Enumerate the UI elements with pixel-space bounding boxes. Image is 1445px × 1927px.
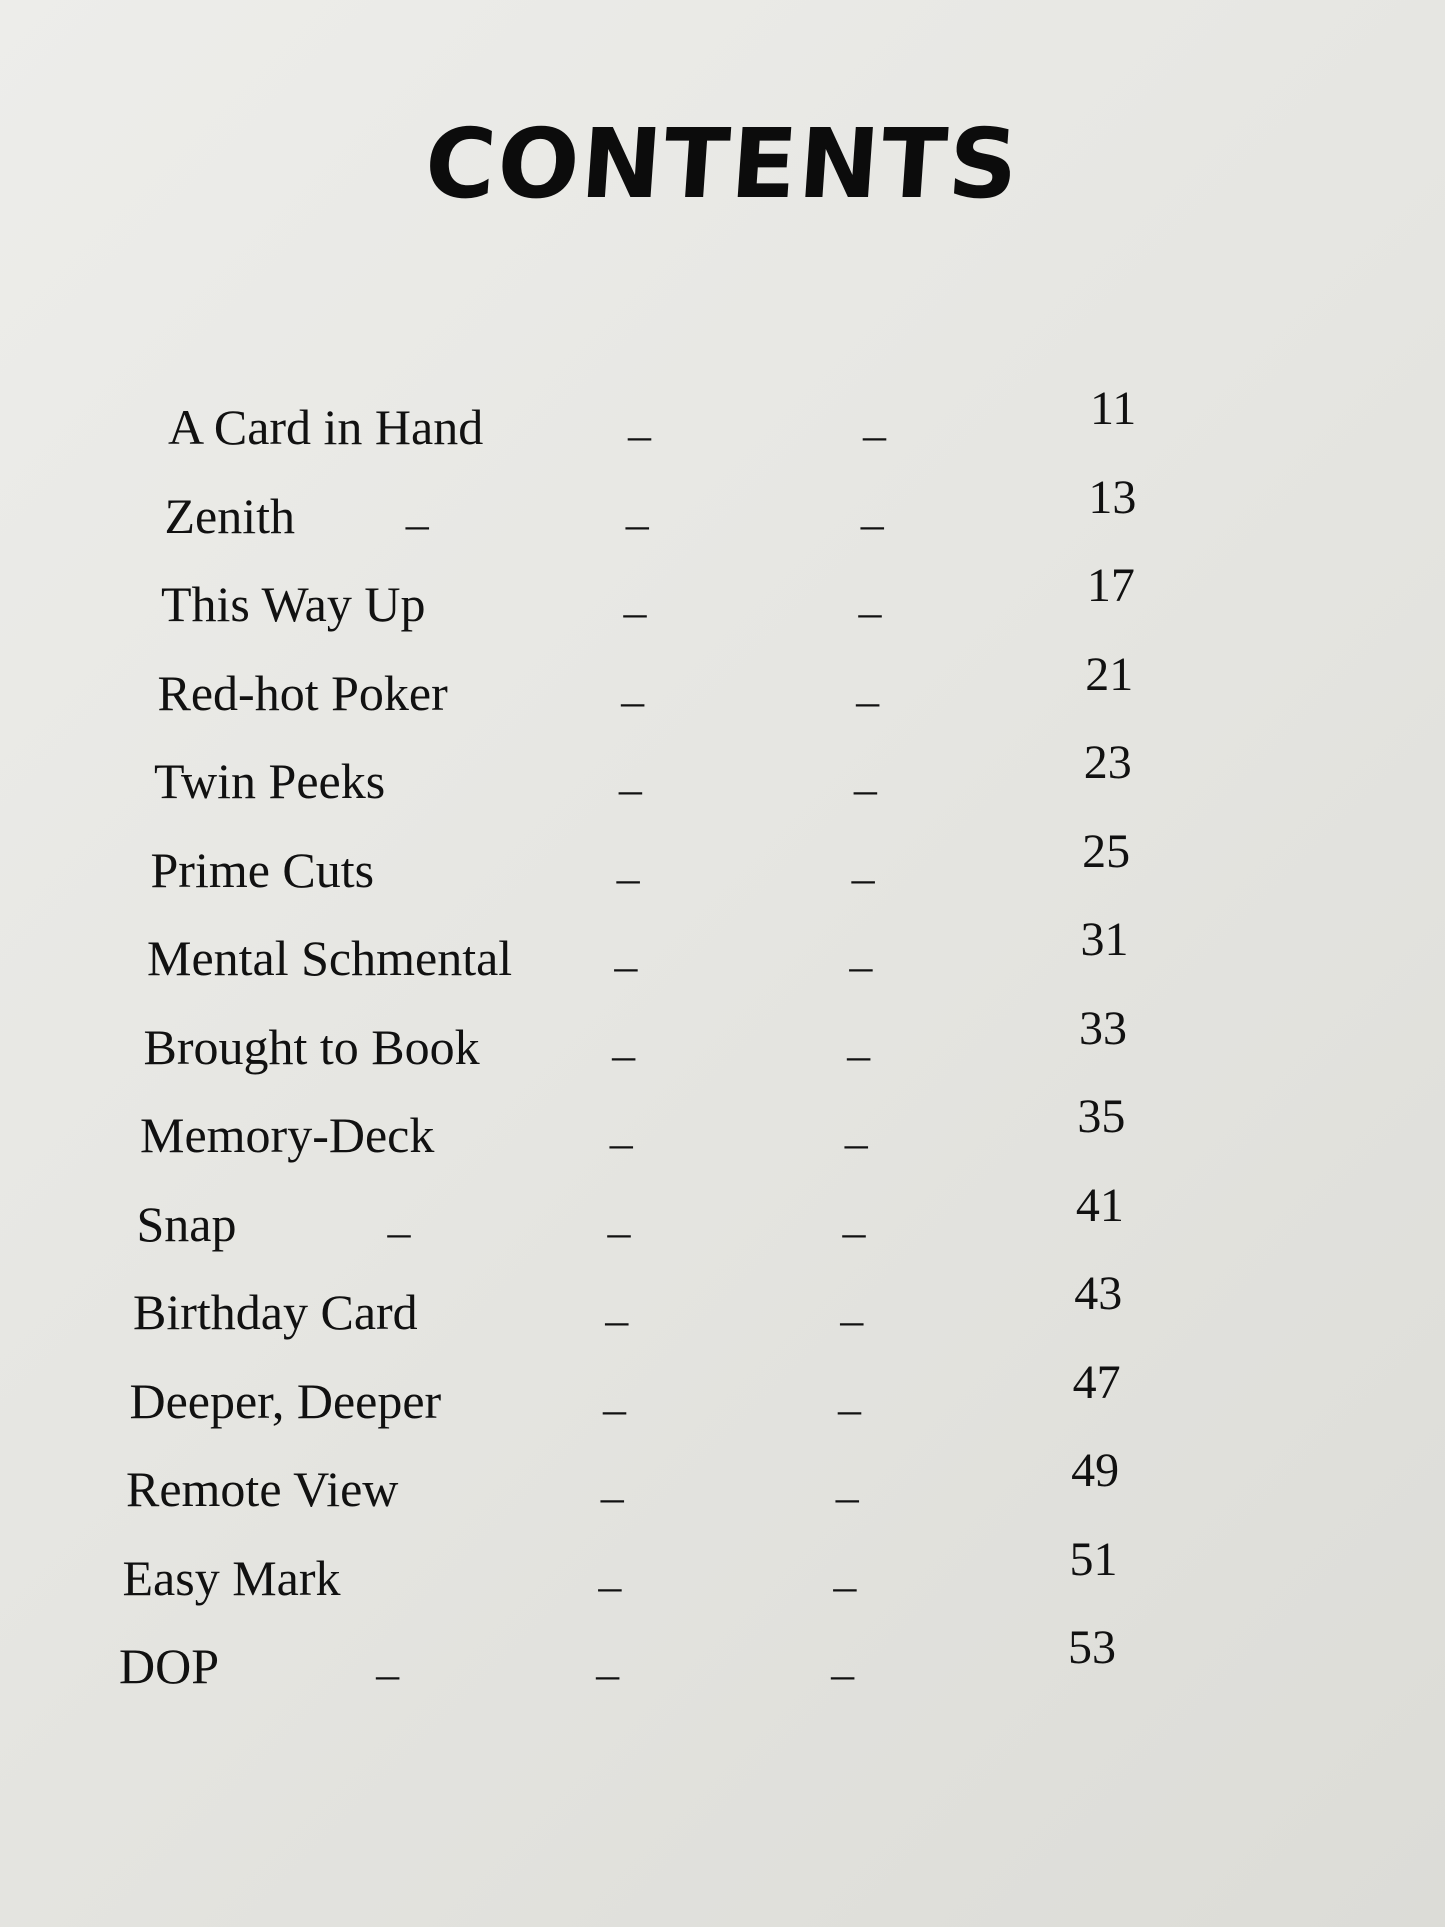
toc-leader-dash: – xyxy=(844,1117,868,1168)
toc-entry-page-number: 31 xyxy=(1080,913,1129,966)
toc-entry-title: Prime Cuts xyxy=(150,841,375,898)
toc-leader-dash: – xyxy=(600,1471,624,1522)
toc-leader-dash: – xyxy=(612,1028,636,1080)
toc-entry-page-number: 11 xyxy=(1090,382,1137,435)
toc-entry-title: Deeper, Deeper xyxy=(129,1372,442,1429)
toc-leader-dash: – xyxy=(628,409,651,460)
toc-entry-page-number: 35 xyxy=(1077,1090,1126,1143)
toc-leader-dash: – xyxy=(607,1205,631,1257)
toc-entry-title: This Way Up xyxy=(161,576,426,632)
toc-entry-title: DOP xyxy=(119,1638,220,1694)
toc-leader-dash: – xyxy=(625,497,649,549)
toc-leader-dash: – xyxy=(387,1205,411,1257)
toc-leader-dash: – xyxy=(621,674,645,726)
toc-entry-page-number: 53 xyxy=(1067,1621,1116,1674)
toc-entry-title: Zenith xyxy=(164,487,296,544)
toc-leader-dash: – xyxy=(833,1559,857,1611)
toc-leader-dash: – xyxy=(596,1648,620,1699)
toc-entry-page-number: 13 xyxy=(1088,470,1137,524)
toc-leader-dash: – xyxy=(840,1294,864,1345)
toc-leader-dash: – xyxy=(614,940,638,991)
toc-entry-title: Red-hot Poker xyxy=(157,664,448,721)
toc-entry-page-number: 49 xyxy=(1071,1444,1120,1497)
toc-entry-page-number: 23 xyxy=(1083,736,1132,789)
toc-entry-title: Birthday Card xyxy=(133,1284,418,1340)
toc-entry-page-number: 47 xyxy=(1072,1355,1121,1409)
toc-leader-dash: – xyxy=(623,586,647,637)
toc-entry-title: Brought to Book xyxy=(143,1018,480,1075)
toc-leader-dash: – xyxy=(618,763,642,814)
toc-entry-title: Snap xyxy=(136,1195,237,1252)
toc-entry-page-number: 51 xyxy=(1069,1532,1118,1586)
toc-entry-title: Mental Schmental xyxy=(147,930,513,986)
toc-entry-page-number: 41 xyxy=(1075,1178,1124,1232)
toc-leader-dash: – xyxy=(835,1471,859,1522)
toc-leader-dash: – xyxy=(858,586,882,637)
toc-entry-title: Remote View xyxy=(126,1461,399,1517)
toc-leader-dash: – xyxy=(860,497,884,549)
toc-leader-dash: – xyxy=(605,1294,629,1345)
toc-leader-dash: – xyxy=(847,1028,871,1080)
toc-leader-dash: – xyxy=(856,674,880,726)
toc-leader-dash: – xyxy=(842,1205,866,1257)
toc-leader-dash: – xyxy=(602,1382,626,1434)
toc-leader-dash: – xyxy=(853,763,877,814)
toc-leader-dash: – xyxy=(837,1382,861,1434)
toc-entry-title: Easy Mark xyxy=(122,1549,341,1606)
toc-entry-page-number: 17 xyxy=(1086,559,1135,612)
toc-entry-title: A Card in Hand xyxy=(168,399,484,455)
toc-leader-dash: – xyxy=(609,1117,633,1168)
toc-entry-page-number: 43 xyxy=(1074,1267,1123,1320)
toc-entry-page-number: 25 xyxy=(1082,824,1131,878)
toc-entry-page-number: 21 xyxy=(1085,647,1134,701)
toc-entry-page-number: 33 xyxy=(1078,1001,1127,1055)
toc-leader-dash: – xyxy=(376,1648,400,1699)
toc-leader-dash: – xyxy=(863,409,886,460)
toc-entry-title: Memory-Deck xyxy=(140,1107,435,1163)
toc-leader-dash: – xyxy=(849,940,873,991)
toc-entry-title: Twin Peeks xyxy=(154,753,386,809)
toc-leader-dash: – xyxy=(598,1559,622,1611)
toc-leader-dash: – xyxy=(616,851,640,903)
toc-leader-dash: – xyxy=(405,497,429,549)
toc-leader-dash: – xyxy=(851,851,875,903)
contents-heading: CONTENTS xyxy=(421,108,1024,220)
toc-leader-dash: – xyxy=(831,1648,855,1699)
